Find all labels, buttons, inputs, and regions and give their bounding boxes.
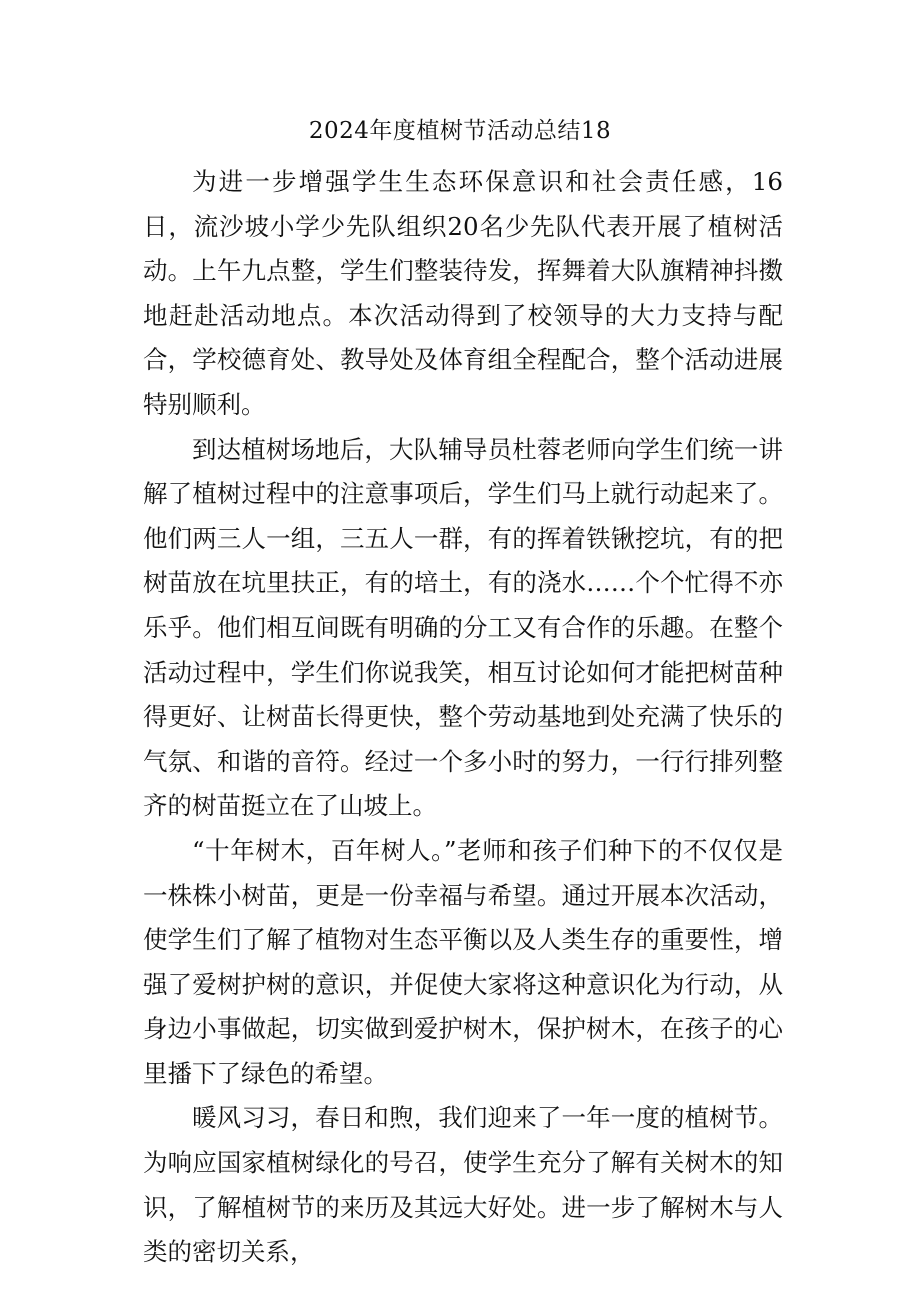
- paragraph-4: 暖风习习，春日和煦，我们迎来了一年一度的植树节。为响应国家植树绿化的号召，使学生充分了解有关树木的知识，了解植树节的来历及其远大好处。进一步了解树木与人类的密切关系，: [143, 1103, 783, 1267]
- paragraph-1: 为进一步增强学生生态环保意识和社会责任感，16日，流沙坡小学少先队组织20名少先队代表开展了植树活动。上午九点整，学生们整装待发，挥舞着大队旗精神抖擞地赶赴活动地点。本次活动得到了校领导的大力支持与配合，学校德育处、教导处及体育组全程配合，整个活动进展特别顺利。: [143, 167, 783, 419]
- paragraph-3: “十年树木，百年树人。”老师和孩子们种下的不仅仅是一株株小树苗，更是一份幸福与希望。通过开展本次活动，使学生们了解了植物对生态平衡以及人类生存的重要性，增强了爱树护树的意识，并促使大家将这种意识化为行动，从身边小事做起，切实做到爱护树木，保护树木，在孩子的心里播下了绿色的希望。: [143, 835, 783, 1088]
- document-title: 2024年度植树节活动总结18: [308, 118, 612, 144]
- document-body: [143, 160, 783, 1275]
- paragraph-2: 到达植树场地后，大队辅导员杜蓉老师向学生们统一讲解了植树过程中的注意事项后，学生们马上就行动起来了。他们两三人一组，三五人一群，有的挥着铁锹挖坑，有的把树苗放在坑里扶正，有的培土，有的浇水……个个忙得不亦乐乎。他们相互间既有明确的分工又有合作的乐趣。在整个活动过程中，学生们你说我笑，相互讨论如何才能把树苗种得更好、让树苗长得更快，整个劳动基地到处充满了快乐的气氛、和谐的音符。经过一个多小时的努力，一行行排列整齐的树苗挺立在了山坡上。: [143, 434, 783, 821]
